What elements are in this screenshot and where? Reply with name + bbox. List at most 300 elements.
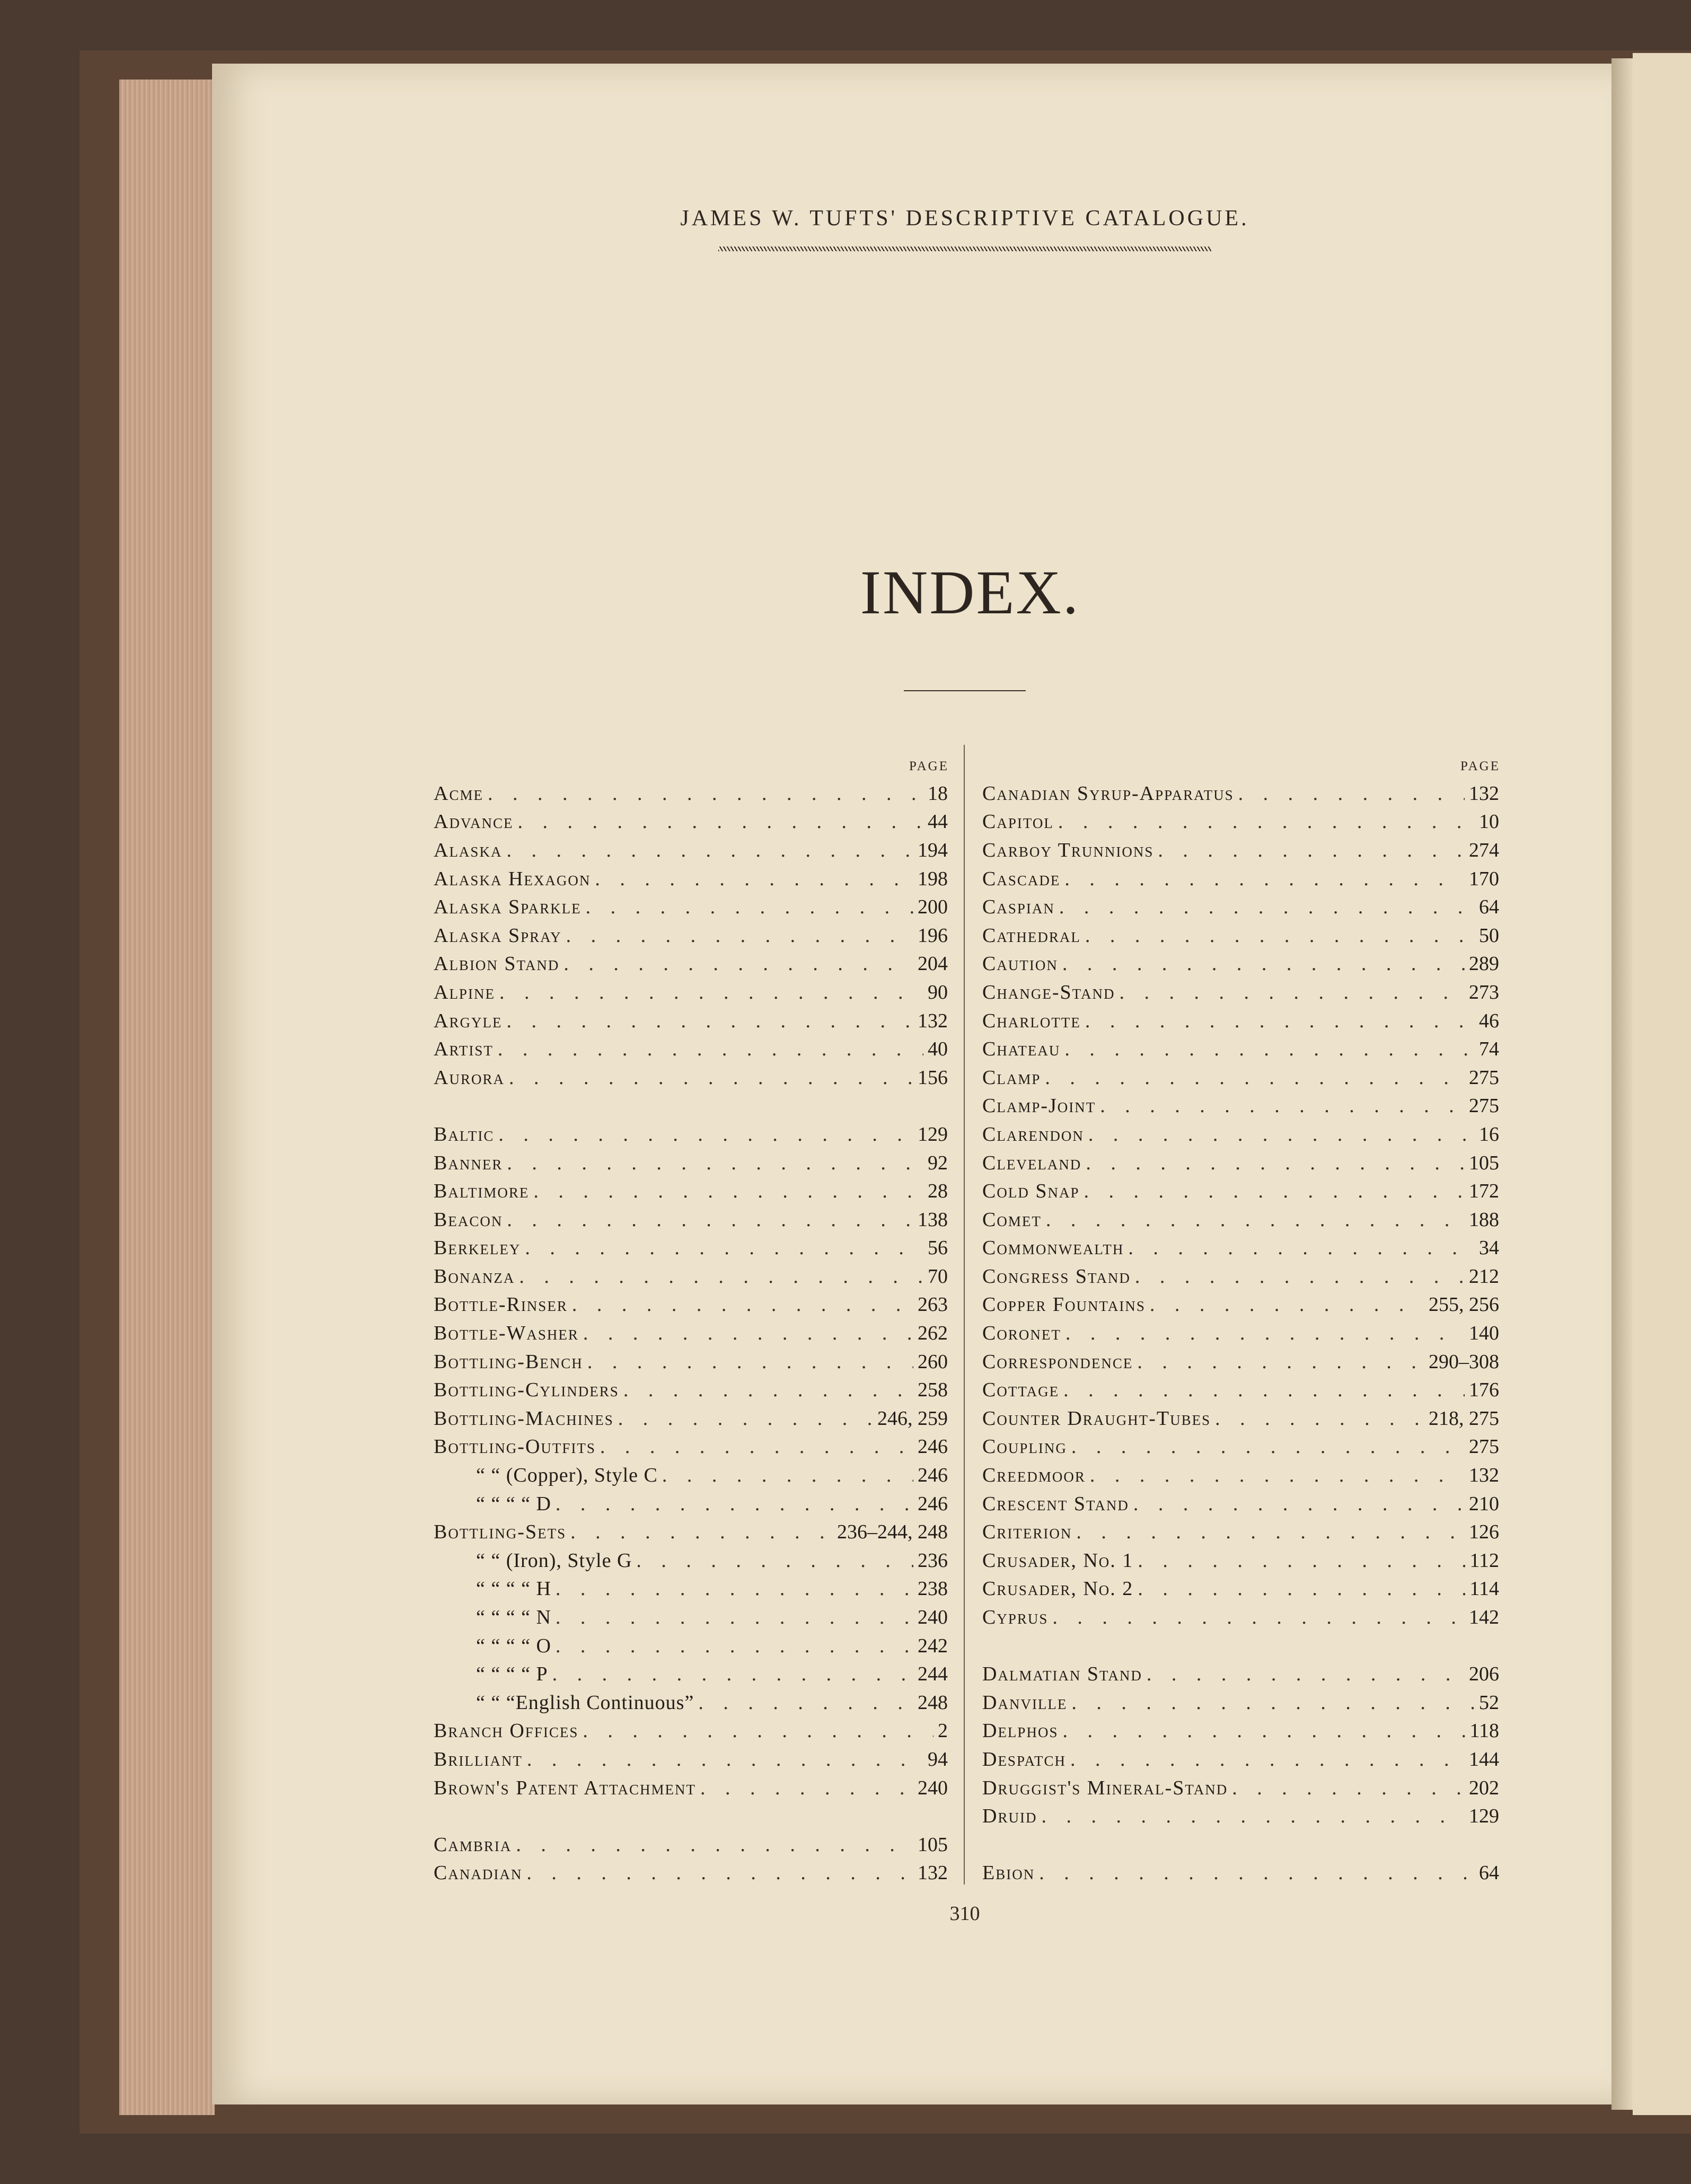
index-entry-name: Caution — [982, 953, 1058, 975]
index-entry-name: Druggist's Mineral-Stand — [982, 1776, 1228, 1799]
index-entry — [434, 808, 948, 836]
index-entry-name: Crusader, No. 1 — [982, 1549, 1134, 1572]
page-number: 310 — [949, 1903, 980, 1925]
index-entry — [982, 921, 1499, 950]
index-entry-page: 218, 275 — [1429, 1407, 1499, 1430]
index-entry — [982, 1688, 1499, 1717]
index-entry-page: 16 — [1479, 1123, 1499, 1146]
index-entry-page: 2 — [938, 1720, 948, 1742]
index-entry-name: Argyle — [434, 1009, 503, 1032]
index-entry-page: 290–308 — [1429, 1350, 1499, 1373]
index-entry — [434, 893, 948, 921]
dot-leader — [506, 839, 913, 862]
index-entry-name: Crescent Stand — [982, 1492, 1129, 1515]
book-gutter — [1611, 58, 1633, 2110]
index-entry — [434, 1205, 948, 1234]
index-entry — [434, 1830, 948, 1859]
dot-leader — [700, 1776, 913, 1800]
index-entry-page: 105 — [1469, 1151, 1499, 1174]
index-entry — [434, 1688, 948, 1717]
index-entry-page: 172 — [1469, 1180, 1499, 1203]
dot-leader — [1150, 1293, 1424, 1316]
dot-leader — [1086, 1151, 1465, 1175]
index-entry-name: “ “ (Copper), Style C — [476, 1464, 658, 1487]
index-entry-name: Ebion — [982, 1862, 1035, 1884]
dot-leader — [1133, 1492, 1465, 1516]
index-entry — [434, 1177, 948, 1205]
index-entry-page: 176 — [1469, 1379, 1499, 1402]
index-entry-page: 64 — [1479, 896, 1499, 919]
dot-leader — [556, 1577, 913, 1600]
index-entry-page: 246, 259 — [877, 1407, 948, 1430]
dot-leader — [1128, 1236, 1475, 1260]
index-entry-page: 212 — [1469, 1265, 1499, 1288]
index-entry — [434, 1433, 948, 1461]
index-entry — [434, 865, 948, 893]
index-entry — [982, 978, 1499, 1007]
index-entry-page: 132 — [1469, 782, 1499, 805]
index-entry-name: Acme — [434, 782, 483, 805]
index-entry-name: Branch Offices — [434, 1720, 579, 1742]
index-entry-page: 258 — [918, 1379, 948, 1402]
index-entry-page: 275 — [1469, 1436, 1499, 1458]
index-entry-page: 188 — [1469, 1208, 1499, 1231]
dot-leader — [1215, 1407, 1424, 1430]
index-entry-name: Beacon — [434, 1208, 503, 1231]
index-entry — [982, 893, 1499, 921]
index-entry — [982, 950, 1499, 979]
index-entry-page: 275 — [1469, 1066, 1499, 1089]
index-entry-name: Brilliant — [434, 1748, 523, 1771]
index-entry-name: Clamp-Joint — [982, 1095, 1096, 1117]
decorative-rule — [718, 246, 1211, 251]
index-entry — [982, 1348, 1499, 1376]
index-entry-name: Coupling — [982, 1436, 1067, 1458]
index-entry-name: Cold Snap — [982, 1180, 1080, 1203]
dot-leader — [498, 1037, 923, 1061]
index-entry-name: “ “ “ “ P — [476, 1663, 548, 1686]
index-entry-name: Despatch — [982, 1748, 1066, 1771]
index-entry — [434, 978, 948, 1007]
index-entry — [434, 1319, 948, 1348]
dot-leader — [583, 1719, 933, 1742]
index-entry — [434, 779, 948, 808]
index-entry-name: Bottling-Machines — [434, 1407, 614, 1430]
index-entry — [434, 1745, 948, 1774]
dot-leader — [1138, 1577, 1465, 1600]
index-entry-name: Artist — [434, 1038, 494, 1061]
index-entry-page: 138 — [918, 1208, 948, 1231]
index-entry-name: Brown's Patent Attachment — [434, 1776, 696, 1799]
index-entry-page: 260 — [918, 1350, 948, 1373]
index-entry-name: “ “ (Iron), Style G — [476, 1549, 632, 1572]
index-entry — [982, 1546, 1499, 1575]
index-entry-name: Cyprus — [982, 1606, 1049, 1629]
index-entry-name: Albion Stand — [434, 953, 560, 975]
index-entry-page: 129 — [918, 1123, 948, 1146]
dot-leader — [1232, 1776, 1465, 1800]
dot-leader — [1062, 1719, 1465, 1742]
dot-leader — [1065, 1322, 1465, 1345]
index-entry — [982, 1575, 1499, 1604]
index-entry-name: Alaska Spray — [434, 924, 562, 947]
index-entry-name: Commonwealth — [982, 1237, 1124, 1260]
dot-leader — [517, 810, 923, 833]
index-entry-page: 132 — [918, 1009, 948, 1032]
index-entry — [982, 1745, 1499, 1774]
index-entry-name: Bottling-Bench — [434, 1350, 583, 1373]
index-entry — [434, 836, 948, 865]
index-entry-name: “ “ “ “ H — [476, 1578, 551, 1600]
index-entry-name: Bottle-Washer — [434, 1322, 579, 1345]
index-entry-name: Counter Draught-Tubes — [982, 1407, 1211, 1430]
index-entry-page: 238 — [918, 1578, 948, 1600]
dot-leader — [1058, 810, 1475, 833]
index-entry-page: 202 — [1469, 1776, 1499, 1799]
index-entry-name: Alaska — [434, 839, 503, 861]
dot-leader — [499, 981, 923, 1004]
index-entry — [434, 1802, 948, 1830]
index-entry-page: 105 — [918, 1833, 948, 1856]
index-entry-page: 242 — [918, 1634, 948, 1657]
index-entry — [982, 1802, 1499, 1830]
index-entry-name: Aurora — [434, 1066, 505, 1089]
index-entry-page: 196 — [918, 924, 948, 947]
index-entry-name: Chateau — [982, 1038, 1061, 1061]
dot-leader — [527, 1748, 923, 1771]
dot-leader — [1059, 895, 1475, 919]
index-entry-page: 170 — [1469, 867, 1499, 890]
index-entry — [434, 1717, 948, 1746]
index-entry-name: Dalmatian Stand — [982, 1663, 1142, 1686]
dot-leader — [1063, 1378, 1465, 1402]
index-entry-page: 194 — [918, 839, 948, 861]
dot-leader — [572, 1293, 913, 1316]
index-entry — [434, 1291, 948, 1319]
dot-leader — [1158, 839, 1465, 862]
index-entry — [434, 1546, 948, 1575]
index-entry-page: 40 — [928, 1038, 948, 1061]
index-entry — [982, 1120, 1499, 1149]
dot-leader — [1046, 1208, 1465, 1231]
index-entry-page: 64 — [1479, 1862, 1499, 1884]
index-entry — [434, 1035, 948, 1063]
index-entry-page: 144 — [1469, 1748, 1499, 1771]
dot-leader — [556, 1606, 913, 1629]
index-entry — [434, 1007, 948, 1035]
dot-leader — [1088, 1123, 1475, 1146]
index-entry-name: Delphos — [982, 1720, 1059, 1742]
index-entry-page: 273 — [1469, 981, 1499, 1003]
dot-leader — [1039, 1861, 1475, 1884]
index-entry-page: 275 — [1469, 1095, 1499, 1117]
index-entry-name: “ “ “English Continuous” — [476, 1691, 694, 1714]
dot-leader — [1041, 1804, 1465, 1828]
dot-leader — [556, 1634, 913, 1658]
index-entry — [982, 1490, 1499, 1518]
dot-leader — [1071, 1691, 1475, 1714]
index-entry — [982, 1234, 1499, 1263]
index-entry-name: Alaska Hexagon — [434, 867, 591, 890]
dot-leader — [1052, 1606, 1465, 1629]
index-entry-name: Congress Stand — [982, 1265, 1131, 1288]
index-entry-page: 46 — [1479, 1009, 1499, 1032]
index-entry-page: 255, 256 — [1429, 1293, 1499, 1316]
index-entry-name: Danville — [982, 1691, 1068, 1714]
index-entry — [434, 1092, 948, 1121]
index-entry-page: 198 — [918, 867, 948, 890]
index-entry-page: 126 — [1469, 1521, 1499, 1544]
dot-leader — [533, 1179, 923, 1203]
index-entry-name: Alpine — [434, 981, 495, 1003]
index-entry-name: Canadian — [434, 1862, 523, 1884]
index-entry — [434, 1603, 948, 1632]
index-entry-page: 129 — [1469, 1805, 1499, 1828]
index-entry-page: 246 — [918, 1492, 948, 1515]
index-column-left — [434, 779, 948, 1887]
index-entry — [982, 1319, 1499, 1348]
dot-leader — [586, 895, 913, 919]
index-entry-name: Carboy Trunnions — [982, 839, 1154, 861]
index-entry — [982, 808, 1499, 836]
index-entry-page: 132 — [1469, 1464, 1499, 1487]
index-entry-page: 140 — [1469, 1322, 1499, 1345]
dot-leader — [623, 1378, 913, 1402]
index-entry-name: Druid — [982, 1805, 1037, 1828]
dot-leader — [698, 1691, 913, 1714]
index-entry — [434, 1262, 948, 1291]
index-entry — [982, 1461, 1499, 1490]
index-entry — [434, 1632, 948, 1660]
index-entry-page: 50 — [1479, 924, 1499, 947]
index-entry-name: Change-Stand — [982, 981, 1115, 1003]
index-entry-page: 74 — [1479, 1038, 1499, 1061]
index-entry-name: “ “ “ “ D — [476, 1492, 551, 1515]
index-entry-name: Copper Fountains — [982, 1293, 1146, 1316]
page-title: INDEX. — [860, 558, 1080, 627]
dot-leader — [618, 1407, 873, 1430]
index-entry — [982, 836, 1499, 865]
dot-leader — [1085, 924, 1475, 947]
index-entry-name: Bottling-Sets — [434, 1521, 567, 1544]
index-entry-name: Capitol — [982, 811, 1054, 833]
index-entry-page: 240 — [918, 1606, 948, 1629]
dot-leader — [570, 1520, 833, 1544]
index-entry-page: 56 — [928, 1237, 948, 1260]
index-entry-name: Alaska Sparkle — [434, 896, 582, 919]
index-entry — [434, 1660, 948, 1688]
index-entry-page: 142 — [1469, 1606, 1499, 1629]
dot-leader — [1045, 1066, 1465, 1089]
dot-leader — [507, 1208, 913, 1231]
index-entry-name: Cascade — [982, 867, 1061, 890]
index-entry — [982, 1859, 1499, 1888]
index-entry-page: 10 — [1479, 811, 1499, 833]
dot-leader — [1135, 1265, 1465, 1288]
dot-leader — [1062, 952, 1465, 975]
dot-leader — [1070, 1748, 1465, 1771]
dot-leader — [509, 1066, 913, 1089]
dot-leader — [1090, 1464, 1465, 1487]
facing-page-edge — [1633, 53, 1691, 2115]
dot-leader — [507, 1151, 923, 1175]
index-entry-page: 90 — [928, 981, 948, 1003]
index-entry — [434, 1404, 948, 1433]
dot-leader — [498, 1123, 913, 1146]
index-entry — [982, 1177, 1499, 1205]
index-entry-page: 262 — [918, 1322, 948, 1345]
index-column-right — [982, 779, 1499, 1887]
index-entry-page: 246 — [918, 1436, 948, 1458]
index-entry-page: 114 — [1469, 1578, 1499, 1600]
dot-leader — [1064, 867, 1465, 891]
index-entry-page: 70 — [928, 1265, 948, 1288]
dot-leader — [1119, 981, 1465, 1004]
index-entry-page: 200 — [918, 896, 948, 919]
index-entry-name: Cambria — [434, 1833, 512, 1856]
dot-leader — [488, 782, 923, 805]
index-entry-name: Canadian Syrup-Apparatus — [982, 782, 1234, 805]
dot-leader — [1147, 1662, 1465, 1686]
dot-leader — [1076, 1520, 1465, 1544]
dot-leader — [563, 952, 913, 975]
index-entry — [434, 1575, 948, 1604]
dot-leader — [595, 867, 913, 891]
index-entry-name: “ “ “ “ O — [476, 1634, 551, 1657]
page-column-heading-left: PAGE — [909, 759, 949, 773]
index-entry-name: Cleveland — [982, 1151, 1082, 1174]
index-entry-page: 28 — [928, 1180, 948, 1203]
index-entry — [434, 1518, 948, 1546]
index-entry — [982, 1035, 1499, 1063]
index-entry-page: 274 — [1469, 839, 1499, 861]
index-entry — [982, 1404, 1499, 1433]
index-entry-page: 263 — [918, 1293, 948, 1316]
dot-leader — [556, 1492, 913, 1516]
index-entry — [982, 779, 1499, 808]
index-entry-page: 92 — [928, 1151, 948, 1174]
index-entry-name: Caspian — [982, 896, 1055, 919]
index-entry-page: 44 — [928, 811, 948, 833]
index-entry — [982, 1774, 1499, 1802]
dot-leader — [566, 924, 913, 947]
index-entry — [982, 1518, 1499, 1546]
index-entry-page: 206 — [1469, 1663, 1499, 1686]
index-entry-page: 112 — [1469, 1549, 1499, 1572]
index-entry-name: Bottling-Outfits — [434, 1436, 596, 1458]
index-entry — [982, 1830, 1499, 1859]
index-entry — [982, 1262, 1499, 1291]
index-entry — [434, 950, 948, 979]
index-entry-name: Cathedral — [982, 924, 1081, 947]
index-entry-name: Bonanza — [434, 1265, 515, 1288]
index-entry-page: 244 — [918, 1663, 948, 1686]
index-entry-page: 156 — [918, 1066, 948, 1089]
index-entry — [982, 1205, 1499, 1234]
page-column-heading-right: PAGE — [1460, 759, 1500, 773]
index-entry — [982, 1632, 1499, 1660]
index-entry-name: Clarendon — [982, 1123, 1084, 1146]
dot-leader — [662, 1464, 913, 1487]
index-entry-name: Berkeley — [434, 1237, 521, 1260]
dot-leader — [1100, 1094, 1465, 1117]
dot-leader — [1137, 1350, 1424, 1373]
dot-leader — [587, 1350, 913, 1373]
index-entry-name: Bottle-Rinser — [434, 1293, 568, 1316]
index-entry-page: 210 — [1469, 1492, 1499, 1515]
index-entry — [982, 1660, 1499, 1688]
dot-leader — [1084, 1179, 1465, 1203]
index-entry — [982, 1433, 1499, 1461]
index-entry — [434, 1063, 948, 1092]
index-entry-name: Baltimore — [434, 1180, 530, 1203]
index-entry — [982, 1717, 1499, 1746]
running-head: JAMES W. TUFTS' DESCRIPTIVE CATALOGUE. — [680, 206, 1249, 231]
index-entry-name: Clamp — [982, 1066, 1041, 1089]
index-entry — [982, 1376, 1499, 1404]
index-entry — [982, 1092, 1499, 1121]
index-entry — [434, 1149, 948, 1177]
dot-leader — [1138, 1549, 1465, 1572]
dot-leader — [516, 1833, 913, 1856]
index-entry — [982, 865, 1499, 893]
dot-leader — [506, 1009, 913, 1033]
dot-leader — [526, 1861, 913, 1884]
title-divider — [904, 690, 1026, 691]
index-entry-name: Banner — [434, 1151, 503, 1174]
index-entry — [434, 1774, 948, 1802]
column-divider — [964, 745, 965, 1884]
index-entry — [982, 1149, 1499, 1177]
index-entry-page: 52 — [1479, 1691, 1499, 1714]
index-entry-name: Correspondence — [982, 1350, 1133, 1373]
index-entry-page: 236 — [918, 1549, 948, 1572]
index-entry-name: Crusader, No. 2 — [982, 1578, 1134, 1600]
page-edges — [119, 80, 215, 2115]
index-entry-name: Advance — [434, 811, 514, 833]
index-entry-name: Creedmoor — [982, 1464, 1086, 1487]
dot-leader — [1064, 1037, 1475, 1061]
dot-leader — [636, 1549, 913, 1572]
dot-leader — [1085, 1009, 1475, 1033]
index-entry-name: Cottage — [982, 1379, 1060, 1402]
dot-leader — [519, 1265, 923, 1288]
index-entry — [982, 1063, 1499, 1092]
index-entry-page: 248 — [918, 1691, 948, 1714]
index-entry — [434, 1120, 948, 1149]
dot-leader — [552, 1662, 913, 1686]
index-entry-page: 289 — [1469, 953, 1499, 975]
dot-leader — [1071, 1435, 1465, 1458]
index-entry — [982, 1291, 1499, 1319]
dot-leader — [1238, 782, 1465, 805]
index-entry-name: Baltic — [434, 1123, 495, 1146]
index-entry-name: Coronet — [982, 1322, 1061, 1345]
index-entry — [434, 1348, 948, 1376]
index-entry — [434, 1376, 948, 1404]
index-entry — [434, 921, 948, 950]
index-entry — [434, 1490, 948, 1518]
index-entry-name: Comet — [982, 1208, 1042, 1231]
index-entry — [982, 1007, 1499, 1035]
index-entry-name: “ “ “ “ N — [476, 1606, 551, 1629]
index-entry — [982, 1603, 1499, 1632]
index-entry — [434, 1461, 948, 1490]
index-entry — [434, 1234, 948, 1263]
dot-leader — [583, 1322, 913, 1345]
index-entry — [434, 1859, 948, 1888]
index-entry-name: Criterion — [982, 1521, 1072, 1544]
